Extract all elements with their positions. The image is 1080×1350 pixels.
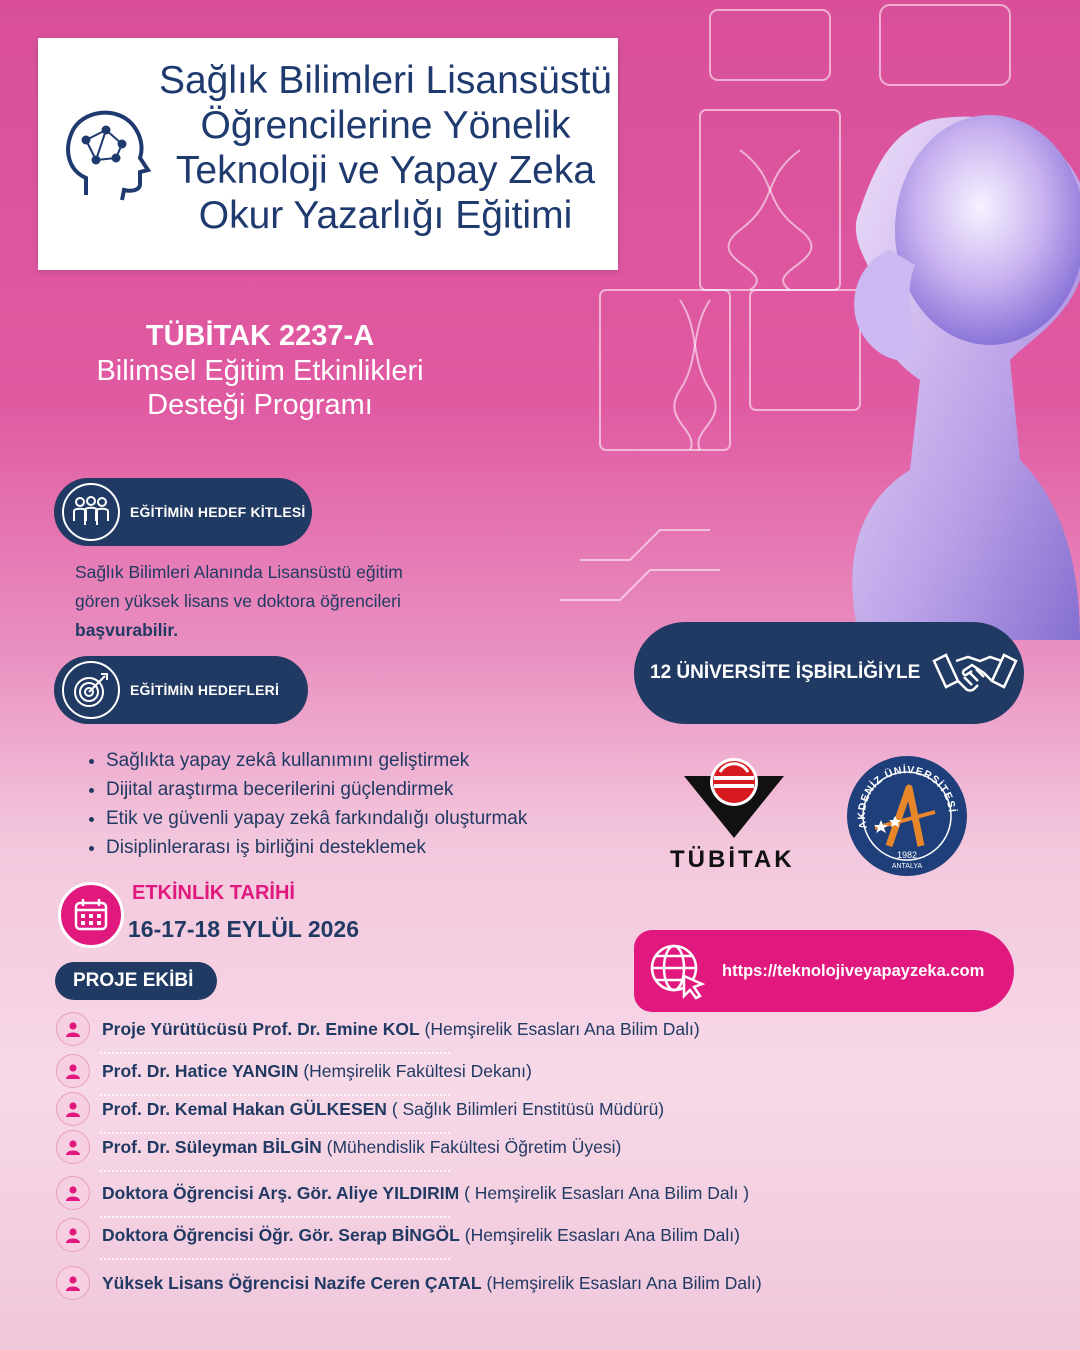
title-line-3: Teknoloji ve Yapay Zeka [175,149,596,192]
collaboration-label: 12 ÜNİVERSİTE İŞBİRLİĞİYLE [650,662,921,683]
goal-item: • Sağlıkta yapay zekâ kullanımını geliştirmek [106,746,527,775]
team-member [56,1176,749,1210]
akdeniz-university-logo [845,754,969,878]
ai-robot-illustration [560,0,1080,640]
title-line-1: Sağlık Bilimleri Lisansüstü [158,59,612,102]
team-member [56,1092,664,1126]
person-icon [56,1266,90,1300]
akdeniz-city: ANTALYA [891,863,923,870]
team-member [56,1266,762,1300]
tubitak-wordmark: TÜBİTAK [670,846,795,873]
member-divider [100,1170,450,1172]
member-role: (Hemşirelik Fakültesi Dekanı) [298,1060,532,1081]
member-role: (Hemşirelik Esasları Ana Bilim Dalı) [481,1272,762,1293]
people-group-icon [62,483,120,541]
collaboration-badge [634,622,1024,724]
title-card [38,38,618,270]
member-name: Prof. Dr. Kemal Hakan GÜLKESEN [102,1098,387,1119]
member-name: Proje Yürütücüsü Prof. Dr. Emine KOL [102,1018,420,1039]
person-icon [56,1012,90,1046]
member-name: Yüksek Lisans Öğrencisi Nazife Ceren ÇATAL [102,1272,482,1293]
member-name: Prof. Dr. Süleyman BİLGİN [102,1136,322,1157]
program-info [60,318,460,422]
person-icon [56,1054,90,1088]
title-line-2: Öğrencilerine Yönelik [200,104,571,147]
member-role: ( Hemşirelik Esasları Ana Bilim Dalı ) [459,1182,750,1203]
handshake-icon [932,647,1018,699]
goals-list [84,746,527,862]
member-divider [100,1258,450,1260]
team-member [56,1130,621,1164]
ai-brain-head-icon [56,100,152,210]
member-name: Doktora Öğrencisi Öğr. Gör. Serap BİNGÖL [102,1224,460,1245]
akdeniz-year: 1982 [896,850,918,860]
goals-pill [54,656,308,724]
website-link[interactable] [634,930,1014,1012]
audience-text-line-2: gören yüksek lisans ve doktora öğrencileri [75,591,401,611]
target-icon [62,661,120,719]
team-member [56,1218,740,1252]
audience-label: EĞİTİMİN HEDEF KİTLESİ [130,504,306,520]
team-member [56,1012,700,1046]
member-role: (Mühendislik Fakültesi Öğretim Üyesi) [321,1136,622,1157]
person-icon [56,1092,90,1126]
goal-item: • Disiplinlerarası iş birliğini desteklemek [106,833,527,862]
website-url[interactable]: https://teknolojiveyapayzeka.com [722,961,985,980]
audience-text [75,558,403,645]
person-icon [56,1176,90,1210]
page-title [158,58,613,238]
event-date-label: ETKİNLİK TARİHİ [132,882,295,904]
goal-item: • Etik ve güvenli yapay zekâ farkındalığı oluşturmak [106,804,527,833]
team-label: PROJE EKİBİ [55,962,217,1000]
program-line-1: Bilimsel Eğitim Etkinlikleri [96,355,424,387]
event-date-value: 16-17-18 EYLÜL 2026 [128,916,359,942]
akdeniz-ring-text: AKDENİZ ÜNİVERSİTESİ [855,764,958,831]
member-name: Doktora Öğrencisi Arş. Gör. Aliye YILDIRIM [102,1182,460,1203]
member-role: (Hemşirelik Esasları Ana Bilim Dalı) [459,1224,740,1245]
person-icon [56,1130,90,1164]
calendar-icon [58,882,124,948]
program-line-2: Desteği Programı [147,389,373,421]
member-role: ( Sağlık Bilimleri Enstitüsü Müdürü) [386,1098,665,1119]
globe-cursor-icon [648,942,706,1000]
audience-text-bold: başvurabilir. [75,620,179,640]
member-role: (Hemşirelik Esasları Ana Bilim Dalı) [419,1018,700,1039]
team-member [56,1054,532,1088]
audience-text-line-1: Sağlık Bilimleri Alanında Lisansüstü eğitim [75,562,403,582]
program-code: TÜBİTAK 2237-A [145,320,375,352]
audience-pill [54,478,312,546]
goal-item: • Dijital araştırma becerilerini güçlendirmek [106,775,527,804]
goals-label: EĞİTİMİN HEDEFLERİ [130,682,280,698]
person-icon [56,1218,90,1252]
member-name: Prof. Dr. Hatice YANGIN [102,1060,299,1081]
title-line-4: Okur Yazarlığı Eğitimi [198,194,573,237]
